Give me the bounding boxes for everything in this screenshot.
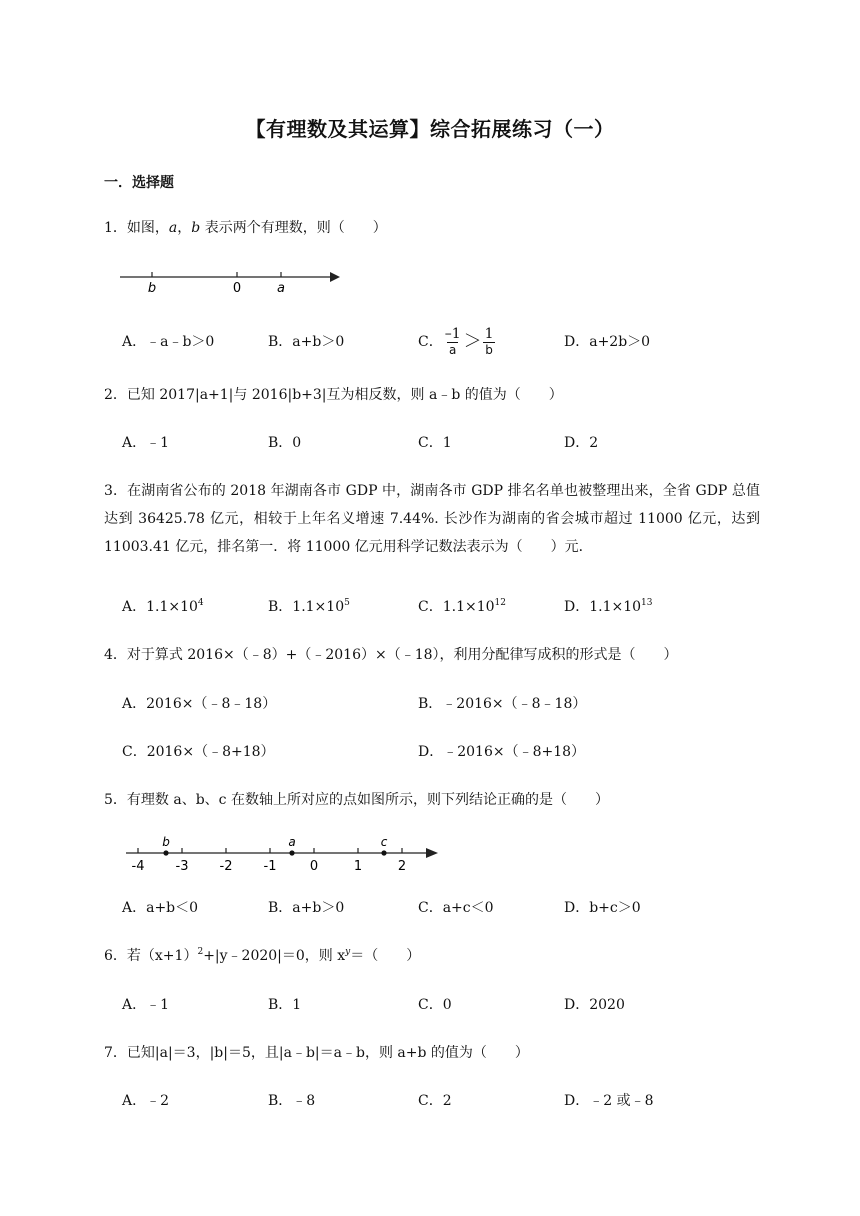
q1-comma: ， [177,220,192,236]
q3-option-b-base: B．1.1×10 [268,599,345,615]
q1-option-c-prefix: C． [418,334,443,350]
q6-option-d: D．2020 [564,997,625,1013]
q1-var-b: b [191,220,201,236]
q6-stem-exp2: y [345,947,351,957]
q3-option-c-exp: 12 [494,598,506,608]
q6-stem-exp: 2 [197,947,204,957]
question-7: 7．已知|a|＝3，|b|＝5，且|a﹣b|＝a﹣b，则 a+b 的值为（ ） [104,1045,529,1061]
question-5: 5．有理数 a、b、c 在数轴上所对应的点如图所示，则下列结论正确的是（ ） [104,792,609,808]
q5-point-b [163,850,168,855]
q5-option-d: D．b+c＞0 [564,900,641,916]
q2-option-c: C．1 [418,435,452,451]
q7-option-b: B．﹣8 [268,1093,316,1109]
q2-option-b: B．0 [268,435,302,451]
section-heading: 一．选择题 [104,175,174,191]
q6-stem-b: +|y﹣2020|＝0，则 x [203,948,346,964]
q3-option-b-exp: 5 [344,598,350,608]
q4-option-d: D．﹣2016×（﹣8+18） [418,744,586,760]
q1-label-a: a [277,281,285,296]
q3-option-a-exp: 4 [197,598,204,608]
q3-option-a [122,597,204,617]
q5-tick-label: 0 [309,859,319,874]
question-1 [104,218,387,238]
q6-option-b: B．1 [268,997,302,1013]
q5-tick-label: -2 [219,859,233,874]
q1-option-a: A．﹣a﹣b＞0 [122,334,215,350]
question-4: 4．对于算式 2016×（﹣8）+（﹣2016）×（﹣18），利用分配律写成积的形式是（ ） [104,647,678,663]
q1-frac2-den: b [485,343,493,357]
q3-option-d [564,597,653,617]
q5-option-a: A．a+b＜0 [122,900,199,916]
q1-label-zero: 0 [232,281,242,296]
q3-option-c [418,597,506,617]
q1-option-c [418,318,496,366]
q3-option-c-base: C．1.1×10 [418,599,495,615]
q1-gt-sign: ＞ [463,331,482,352]
q3-option-b [268,597,350,617]
q1-frac1-den: a [449,343,457,357]
q1-option-d: D．a+2b＞0 [564,334,651,350]
q5-tick-label: -3 [175,859,189,874]
q4-option-c: C．2016×（﹣8+18） [122,744,275,760]
q5-tick-label: 1 [353,859,363,874]
q6-option-c: C．0 [418,997,452,1013]
q6-stem-c: ＝（ ） [350,948,421,964]
q4-option-b: B．﹣2016×（﹣8﹣18） [418,696,587,712]
q5-point-c [381,850,386,855]
q5-tick-label: 2 [397,859,407,874]
q5-tick-label: -1 [263,859,277,874]
q4-option-a: A．2016×（﹣8﹣18） [122,696,277,712]
q5-option-b: B．a+b＞0 [268,900,345,916]
q2-option-a: A．﹣1 [122,435,170,451]
q5-tick-label: -4 [131,859,145,874]
q3-option-d-exp: 13 [641,598,653,608]
q1-stem-a: 1．如图， [104,220,169,236]
q1-label-b: b [147,281,157,296]
q5-label-a: a [288,835,296,849]
q5-label-c: c [380,835,388,849]
q1-axis-arrow [330,272,340,282]
question-6 [104,946,420,966]
q7-option-a: A．﹣2 [122,1093,170,1109]
q5-point-a [289,850,294,855]
q1-frac2-num: 1 [484,326,494,342]
q5-number-line [120,832,450,876]
q7-option-c: C．2 [418,1093,452,1109]
q3-option-a-base: A．1.1×10 [122,599,198,615]
q7-option-d: D．﹣2 或﹣8 [564,1093,654,1109]
q6-stem-a: 6．若（x+1） [104,948,198,964]
q2-option-d: D．2 [564,435,599,451]
question-2: 2．已知 2017|a+1|与 2016|b+3|互为相反数，则 a﹣b 的值为（ ） [104,387,563,403]
q5-label-b: b [162,835,170,849]
q1-var-a: a [168,220,178,236]
question-3: 3．在湖南省公布的 2018 年湖南各市 GDP 中，湖南各市 GDP 排名名单也被整理出来，全省 GDP 总值达到 36425.78 亿元，相较于上年名义增速 7.44%. 长沙作为湖南的省会城市超过 11000 亿元，达到 11003.41 亿元，排名第一．将 11000 亿元用科学记数法表示为（ ）元． [104,483,760,555]
q5-axis-arrow [426,848,438,858]
q1-stem-b: 表示两个有理数，则（ ） [200,220,387,236]
q5-option-c: C．a+c＜0 [418,900,494,916]
q3-option-d-base: D．1.1×10 [564,599,642,615]
q1-number-line [116,266,346,296]
q1-fraction-1 [443,327,463,357]
q1-option-b: B．a+b＞0 [268,334,345,350]
q1-frac1-num: –1 [444,326,461,342]
q1-fraction-2 [483,327,496,357]
page-title: 【有理数及其运算】综合拓展练习（一） [245,117,615,141]
q6-option-a: A．﹣1 [122,997,170,1013]
